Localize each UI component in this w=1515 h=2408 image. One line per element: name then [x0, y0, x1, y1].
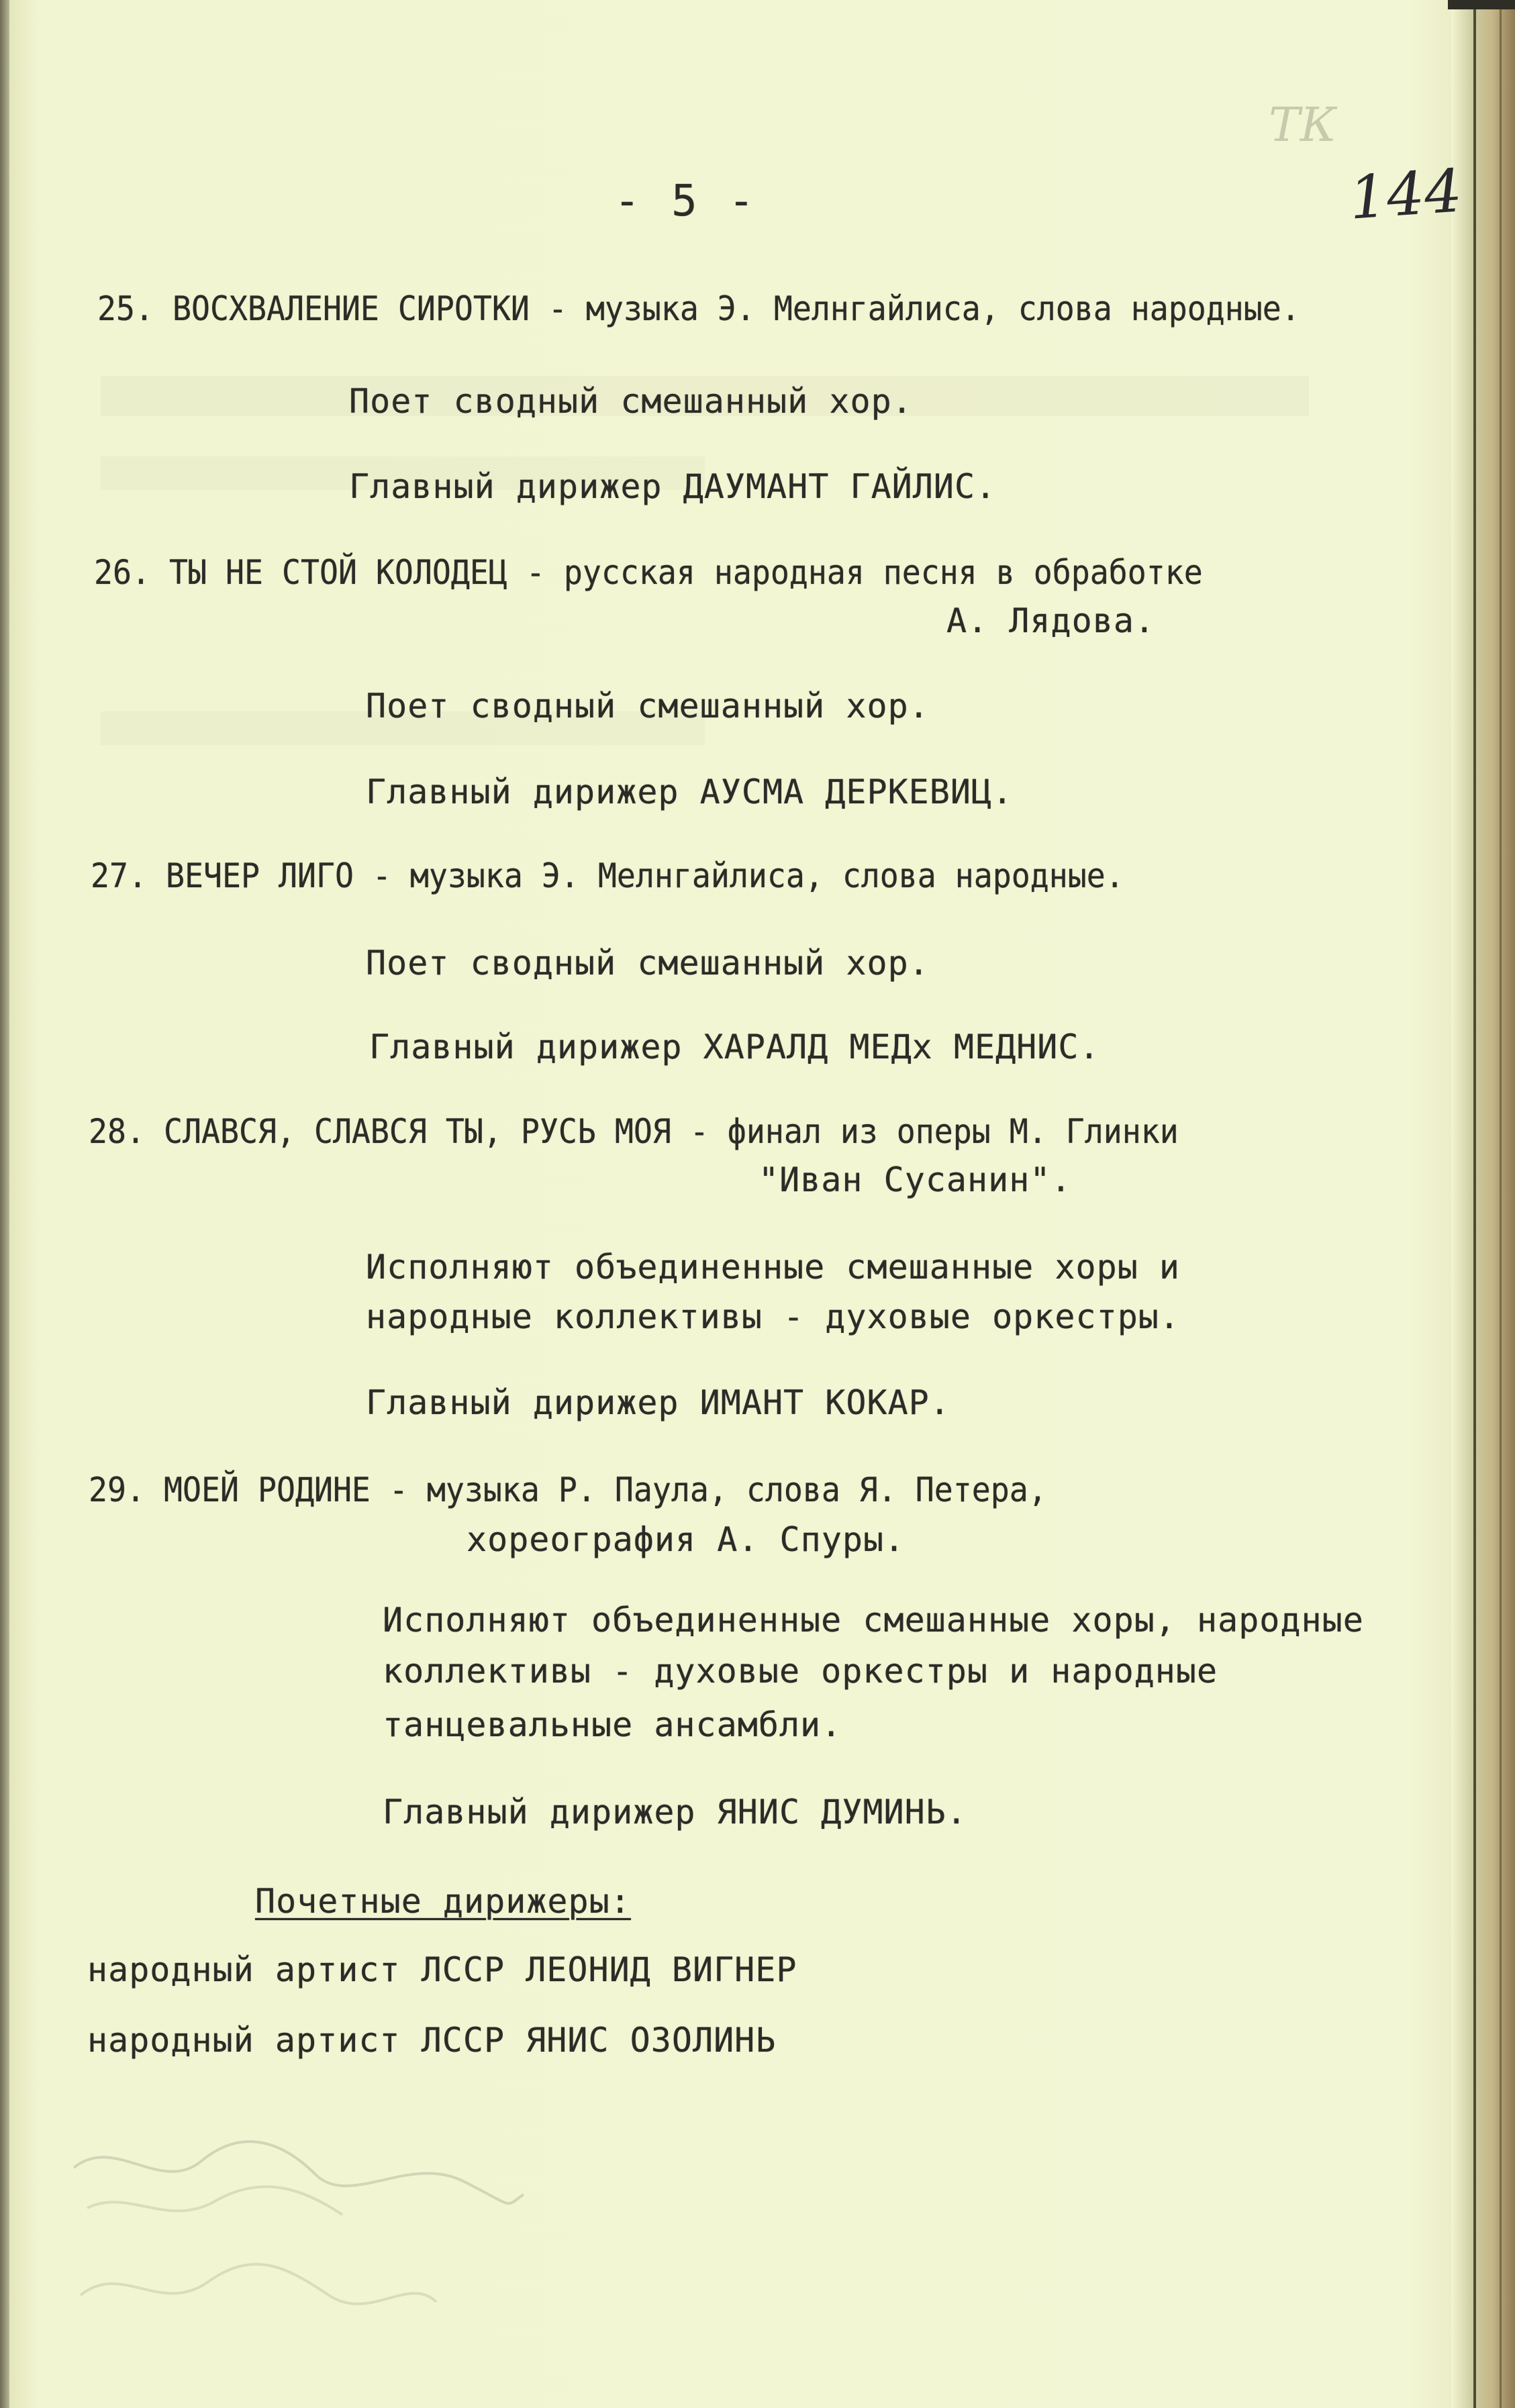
- item-29-title-continuation: хореография А. Спуры.: [467, 1520, 906, 1559]
- signature-show-through: [60, 2114, 530, 2356]
- honorary-heading: Почетные дирижеры:: [255, 1882, 631, 1921]
- item-27-conductor: Главный дирижер ХАРАЛД МЕДх МЕДНИС.: [369, 1027, 1100, 1066]
- page-number: - 5 -: [614, 177, 757, 226]
- item-26-title-continuation: А. Лядова.: [946, 601, 1156, 640]
- item-27-title: 27. ВЕЧЕР ЛИГО - музыка Э. Мелнгайлиса, слова народные.: [91, 856, 1124, 895]
- item-28-title: 28. СЛАВСЯ, СЛАВСЯ ТЫ, РУСЬ МОЯ - финал из оперы М. Глинки: [89, 1112, 1179, 1151]
- honorary-line-1: народный артист ЛССР ЛЕОНИД ВИГНЕР: [87, 1950, 797, 1989]
- item-26-conductor: Главный дирижер АУСМА ДЕРКЕВИЦ.: [366, 772, 1014, 811]
- item-26-performer: Поет сводный смешанный хор.: [366, 687, 930, 725]
- archive-folio-number: 144: [1347, 156, 1465, 233]
- item-29-title: 29. МОЕЙ РОДИНЕ - музыка Р. Паула, слова Я. Петера,: [89, 1470, 1047, 1509]
- item-29-performer-line-2: коллективы - духовые оркестры и народные: [383, 1652, 1218, 1691]
- item-28-title-continuation: "Иван Сусанин".: [759, 1160, 1072, 1199]
- faint-pencil-mark: ТК: [1269, 97, 1336, 152]
- item-25-title: 25. ВОСХВАЛЕНИЕ СИРОТКИ - музыка Э. Мелнгайлиса, слова народные.: [97, 289, 1300, 328]
- signature-scribble-icon: [60, 2114, 530, 2356]
- item-29-conductor: Главный дирижер ЯНИС ДУМИНЬ.: [383, 1793, 967, 1832]
- item-29-performer-line-1: Исполняют объединенные смешанные хоры, народные: [383, 1601, 1364, 1640]
- corner-bar: [1448, 0, 1515, 9]
- page-stack-edge: [1451, 0, 1515, 2408]
- honorary-line-2: народный артист ЛССР ЯНИС ОЗОЛИНЬ: [87, 2021, 777, 2060]
- binding-edge: [0, 0, 9, 2408]
- page-stack-line-secondary: [1500, 0, 1502, 2408]
- page-stack-line: [1473, 0, 1476, 2408]
- item-26-title: 26. ТЫ НЕ СТОЙ КОЛОДЕЦ - русская народная песня в обработке: [94, 553, 1203, 592]
- item-29-performer-line-3: танцевальные ансамбли.: [383, 1705, 842, 1744]
- item-25-performer: Поет сводный смешанный хор.: [349, 382, 913, 421]
- item-25-conductor: Главный дирижер ДАУМАНТ ГАЙЛИС.: [349, 467, 997, 506]
- item-28-conductor: Главный дирижер ИМАНТ КОКАР.: [366, 1383, 950, 1422]
- item-27-performer: Поет сводный смешанный хор.: [366, 944, 930, 983]
- item-28-performer-line-2: народные коллективы - духовые оркестры.: [366, 1297, 1180, 1336]
- item-28-performer-line-1: Исполняют объединенные смешанные хоры и: [366, 1248, 1180, 1287]
